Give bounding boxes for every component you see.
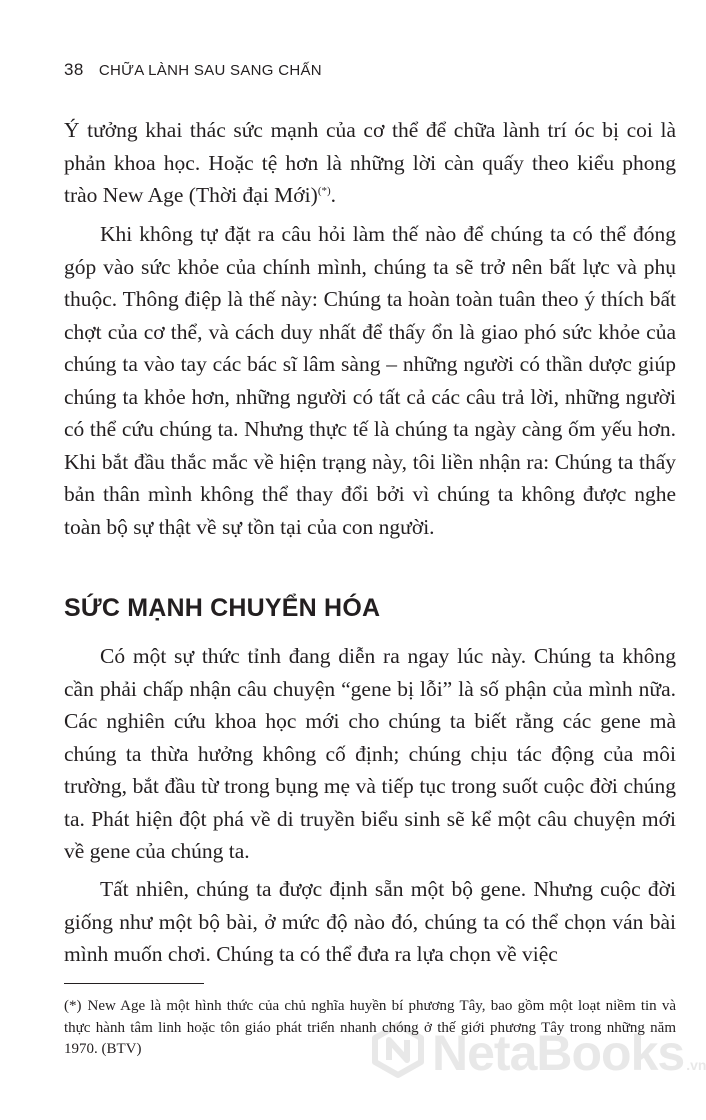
section-paragraph-1: Có một sự thức tỉnh đang diễn ra ngay lúc này. Chúng ta không cần phải chấp nhận câu chuyện “gene bị lỗi” là số phận của mình nữa. Các nghiên cứu khoa học mới cho chúng ta biết rằng các gene mà chúng ta thừa hưởng không cố định; chúng chịu tác động của môi trường, bắt đầu từ trong bụng mẹ và tiếp tục trong suốt cuộc đời chúng ta. Phát hiện đột phá về di truyền biểu sinh sẽ kể một câu chuyện mới về gene của chúng ta. — [64, 644, 676, 863]
running-header — [64, 60, 322, 80]
book-title: CHỮA LÀNH SAU SANG CHẤN — [98, 62, 322, 79]
watermark-brand: NetaBooks — [432, 1024, 685, 1081]
paragraph-1-text: Ý tưởng khai thác sức mạnh của cơ thể để chữa lành trí óc bị coi là phản khoa học. Hoặc tệ hơn là những lời càn quấy theo kiểu phong trào New Age (Thời đại Mới) — [64, 118, 676, 207]
page-number: 38 — [64, 60, 84, 79]
watermark — [370, 1022, 706, 1083]
footnote-text: New Age là một hình thức của chủ nghĩa huyền bí phương Tây, bao gồm một loạt niềm tin và thực hành tâm linh hoặc tôn giáo phát triển nhanh chóng ở thế giới phương Tây trong những năm 1970. (BTV) — [64, 998, 676, 1057]
paragraph-2: Khi không tự đặt ra câu hỏi làm thế nào để chúng ta có thể đóng góp vào sức khỏe của chính mình, chúng ta sẽ trở nên bất lực và phụ thuộc. Thông điệp là thế này: Chúng ta hoàn toàn tuân theo ý thích bất chợt của cơ thể, và cách duy nhất để thấy ổn là giao phó sức khỏe của chúng ta vào tay các bác sĩ lâm sàng – những người có thần dược giúp chúng ta khỏe hơn, những người có tất cả các câu trả lời, những người có thể cứu chúng ta. Nhưng thực tế là chúng ta ngày càng ốm yếu hơn. Khi bắt đầu thắc mắc về hiện trạng này, tôi liền nhận ra: Chúng ta thấy bản thân mình không thể thay đổi bởi vì chúng ta không được nghe toàn bộ sự thật về sự tồn tại của con người. — [64, 222, 676, 539]
section-paragraph-2: Tất nhiên, chúng ta được định sẵn một bộ gene. Nhưng cuộc đời giống như một bộ bài, ở mức độ nào đó, chúng ta có thể chọn ván bài mình muốn chơi. Chúng ta có thể đưa ra lựa chọn về việc — [64, 877, 676, 966]
watermark-domain: .vn — [686, 1057, 706, 1073]
paragraph-1 — [64, 114, 676, 212]
netabooks-logo-icon — [370, 1022, 426, 1083]
section-heading: SỨC MẠNH CHUYỂN HÓA — [64, 594, 381, 622]
paragraph-1-end: . — [330, 183, 337, 207]
footnote-divider — [64, 983, 204, 984]
footnote-mark: (*) — [64, 998, 82, 1014]
footnote-reference[interactable]: (*) — [317, 184, 331, 197]
